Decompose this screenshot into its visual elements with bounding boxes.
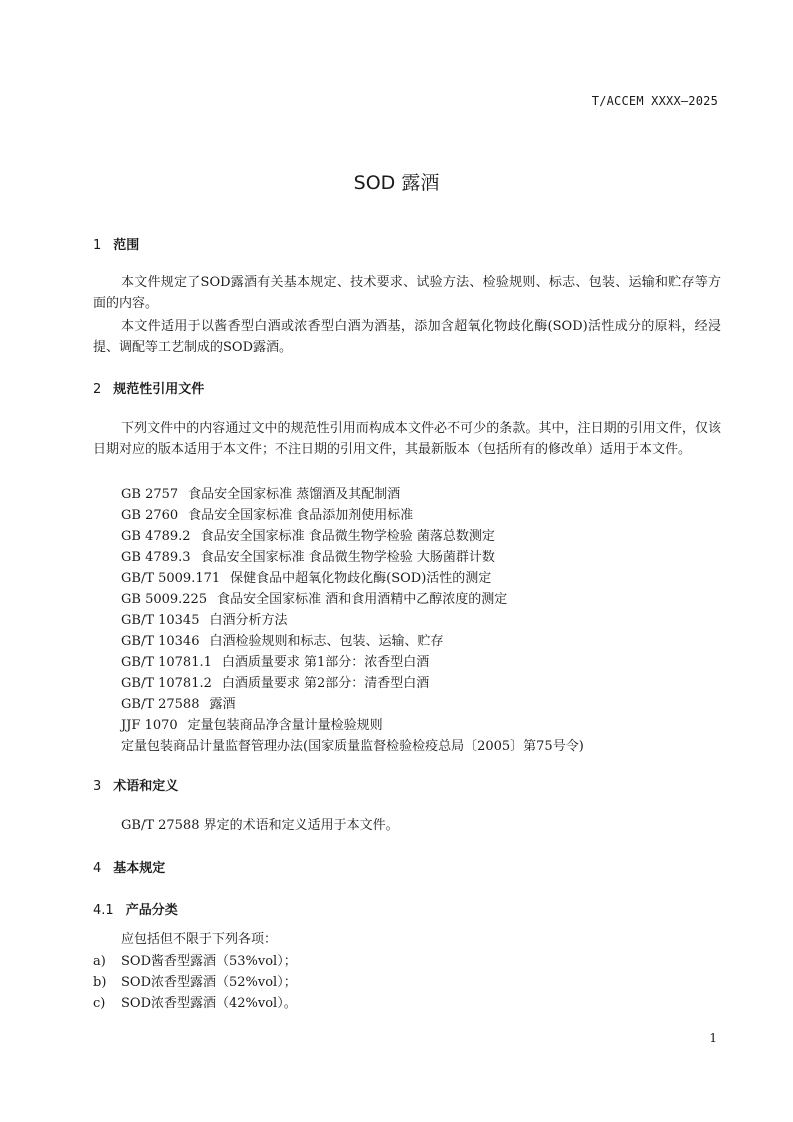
reference-code: GB/T 10346 [121, 634, 200, 649]
page-number: 1 [709, 1031, 717, 1045]
reference-title: 食品安全国家标准 酒和食用酒精中乙醇浓度的测定 [217, 592, 508, 607]
reference-code: GB/T 10345 [121, 613, 200, 628]
reference-item [121, 672, 429, 691]
section-number: 3 [93, 779, 102, 794]
reference-item [121, 483, 400, 502]
section-2-heading [93, 378, 204, 397]
list-item [93, 992, 297, 1011]
section-4-heading [93, 857, 165, 876]
section-number: 2 [93, 382, 102, 397]
reference-title: 食品安全国家标准 蒸馏酒及其配制酒 [188, 487, 401, 502]
document-title: SOD 露酒 [353, 172, 440, 194]
reference-item [121, 504, 413, 523]
reference-title: 白酒检验规则和标志、包装、运输、贮存 [209, 634, 444, 649]
scope-paragraph-1: 本文件规定了SOD露酒有关基本规定、技术要求、试验方法、检验规则、标志、包装、运输和贮存等方面的内容。 [93, 275, 721, 311]
section-title: 规范性引用文件 [113, 382, 205, 397]
subsection-title: 产品分类 [125, 903, 178, 918]
reference-title: 白酒质量要求 第1部分：浓香型白酒 [221, 655, 430, 670]
section-title: 基本规定 [113, 861, 166, 876]
reference-item [121, 714, 383, 733]
reference-title: 白酒质量要求 第2部分：清香型白酒 [221, 676, 430, 691]
section-3-heading [93, 775, 178, 794]
reference-title: 食品安全国家标准 食品微生物学检验 菌落总数测定 [200, 529, 495, 544]
reference-title: 保健食品中超氧化物歧化酶(SOD)活性的测定 [230, 571, 492, 586]
standard-code: T/ACCEM XXXX—2025 [591, 94, 718, 108]
reference-code: GB 5009.225 [121, 592, 208, 607]
reference-title: 露酒 [209, 697, 236, 712]
reference-code: JJF 1070 [121, 718, 178, 733]
list-item [93, 950, 297, 969]
section-1-heading [93, 234, 139, 253]
scope-paragraph-2: 本文件适用于以酱香型白酒或浓香型白酒为酒基，添加含超氧化物歧化酶(SOD)活性成分的原料，经浸提、调配等工艺制成的SOD露酒。 [93, 319, 721, 355]
section-number: 4 [93, 861, 102, 876]
reference-title: 定量包装商品净含量计量检验规则 [187, 718, 383, 733]
list-item [93, 971, 297, 990]
reference-code: GB 2760 [121, 508, 179, 523]
list-text: SOD酱香型露酒（53%vol）； [121, 954, 297, 969]
references-intro: 下列文件中的内容通过文中的规范性引用而构成本文件必不可少的条款。其中，注日期的引用文件，仅该日期对应的版本适用于本文件；不注日期的引用文件，其最新版本（包括所有的修改单）适用于本文件。 [93, 421, 721, 457]
reference-code: GB 4789.3 [121, 550, 191, 565]
list-marker: c) [93, 996, 106, 1011]
reference-title: 定量包装商品计量监督管理办法(国家质量监督检验检疫总局〔2005〕第75号令) [121, 739, 584, 754]
reference-item [121, 651, 429, 670]
section-number: 1 [93, 238, 102, 253]
reference-code: GB/T 5009.171 [121, 571, 221, 586]
section-title: 术语和定义 [113, 779, 179, 794]
reference-code: GB 2757 [121, 487, 179, 502]
reference-item [121, 525, 495, 544]
subsection-4-1-heading [93, 899, 178, 918]
reference-item [121, 546, 495, 565]
subsection-number: 4.1 [93, 903, 114, 918]
reference-title: 食品安全国家标准 食品添加剂使用标准 [188, 508, 414, 523]
reference-item [121, 735, 584, 754]
reference-title: 白酒分析方法 [209, 613, 288, 628]
reference-item [121, 693, 236, 712]
terms-paragraph: GB/T 27588 界定的术语和定义适用于本文件。 [121, 818, 399, 833]
list-text: SOD浓香型露酒（52%vol）； [121, 975, 297, 990]
reference-item [121, 588, 507, 607]
reference-code: GB/T 27588 [121, 697, 200, 712]
reference-item [121, 630, 444, 649]
list-text: SOD浓香型露酒（42%vol）。 [121, 996, 297, 1011]
list-marker: a) [93, 954, 106, 969]
reference-code: GB/T 10781.1 [121, 655, 212, 670]
reference-title: 食品安全国家标准 食品微生物学检验 大肠菌群计数 [200, 550, 495, 565]
list-marker: b) [93, 975, 107, 990]
reference-item [121, 567, 491, 586]
classification-intro: 应包括但不限于下列各项： [121, 932, 278, 947]
reference-item [121, 609, 288, 628]
reference-code: GB 4789.2 [121, 529, 191, 544]
reference-code: GB/T 10781.2 [121, 676, 212, 691]
section-title: 范围 [113, 238, 140, 253]
